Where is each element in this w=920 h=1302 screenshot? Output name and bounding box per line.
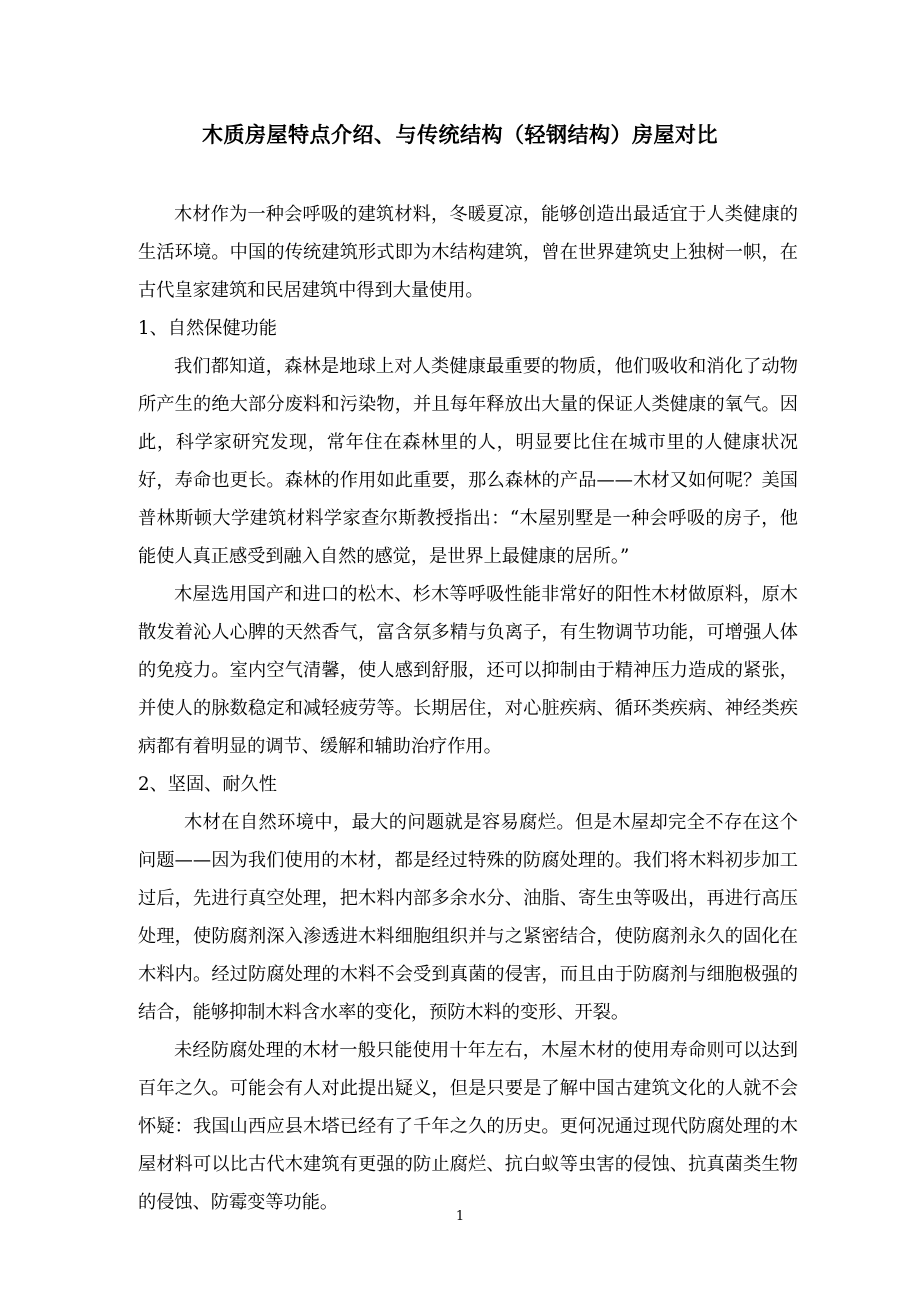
paragraph-wood-materials: 木屋选用国产和进口的松木、杉木等呼吸性能非常好的阳性木材做原料，原木散发着沁人心脾的天然香气，富含氛多精与负离子，有生物调节功能，可增强人体的免疫力。室内空气清馨，使人感到舒服，还可以抑制由于精神压力造成的紧张，并使人的脉数稳定和减轻疲劳等。长期居住，对心脏疾病、循环类疾病、神经类疾病都有着明显的调节、缓解和辅助治疗作用。 bbox=[138, 584, 798, 757]
section-heading-durability: 2、坚固、耐久性 bbox=[138, 774, 277, 795]
intro-paragraph: 木材作为一种会呼吸的建筑材料，冬暖夏凉，能够创造出最适宜于人类健康的生活环境。中国的传统建筑形式即为木结构建筑，曾在世界建筑史上独树一帜，在古代皇家建筑和民居建筑中得到大量使用。 bbox=[138, 204, 798, 301]
document-title: 木质房屋特点介绍、与传统结构（轻钢结构）房屋对比 bbox=[202, 123, 718, 147]
document-body bbox=[138, 196, 798, 1222]
paragraph-forest-health: 我们都知道，森林是地球上对人类健康最重要的物质，他们吸收和消化了动物所产生的绝大部分废料和污染物，并且每年释放出大量的保证人类健康的氧气。因此，科学家研究发现，常年住在森林里的人，明显要比住在城市里的人健康状况好，寿命也更长。森林的作用如此重要，那么森林的产品——木材又如何呢？美国普林斯顿大学建筑材料学家查尔斯教授指出：“木屋别墅是一种会呼吸的房子，他能使人真正感受到融入自然的感觉，是世界上最健康的居所。” bbox=[138, 356, 798, 567]
paragraph-service-life: 未经防腐处理的木材一般只能使用十年左右，木屋木材的使用寿命则可以达到百年之久。可能会有人对此提出疑义，但是只要是了解中国古建筑文化的人就不会怀疑：我国山西应县木塔已经有了千年之久的历史。更何况通过现代防腐处理的木屋材料可以比古代木建筑有更强的防止腐烂、抗白蚁等虫害的侵蚀、抗真菌类生物的侵蚀、防霉变等功能。 bbox=[138, 1040, 798, 1213]
section-heading-health: 1、自然保健功能 bbox=[138, 318, 277, 339]
page-number: 1 bbox=[455, 1209, 465, 1224]
paragraph-preservation-process: 木材在自然环境中，最大的问题就是容易腐烂。但是木屋却完全不存在这个问题——因为我们使用的木材，都是经过特殊的防腐处理的。我们将木料初步加工过后，先进行真空处理，把木料内部多余水分、油脂、寄生虫等吸出，再进行高压处理，使防腐剂深入渗透进木料细胞组织并与之紧密结合，使防腐剂永久的固化在木料内。经过防腐处理的木料不会受到真菌的侵害，而且由于防腐剂与细胞极强的结合，能够抑制木料含水率的变化，预防木料的变形、开裂。 bbox=[138, 812, 798, 1023]
